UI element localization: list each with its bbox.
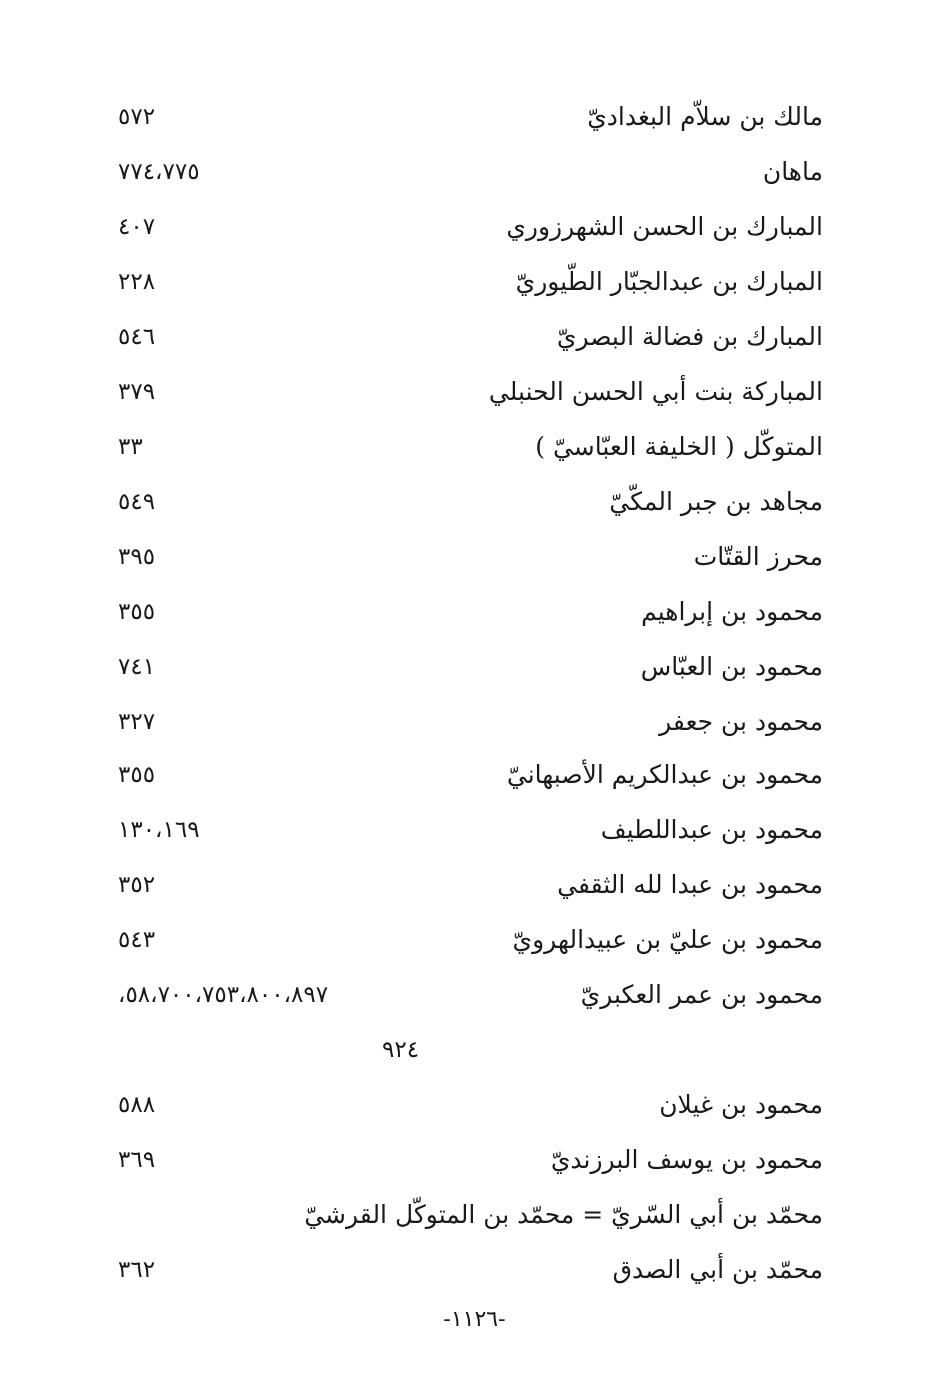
entry-pages: ٣٥٢ [118,872,156,898]
index-entry [0,1195,949,1235]
index-entry [0,152,949,192]
entry-pages: ٥٤٩ [118,489,156,515]
entry-pages: ٧٧٤،٧٧٥ [118,159,200,185]
entry-name: محمود بن عبدا لله الثقفي [557,870,823,899]
entry-pages: ٥٤٣ [118,927,156,953]
entry-name: المبارك بن فضالة البصريّ [556,322,823,351]
entry-pages: ٤٠٧ [118,214,156,240]
entry-name: محرز القتّات [693,542,823,571]
entry-pages: ٢٢٨ [118,269,156,295]
index-entry [0,865,949,905]
entry-name: المباركة بنت أبي الحسن الحنبلي [488,377,823,406]
entry-pages: ٣٩٥ [118,544,156,570]
index-entry [0,702,949,742]
entry-name: محمود بن عمر العكبريّ [580,980,823,1009]
index-entry [0,810,949,850]
entry-pages: ٣٥٥ [118,762,156,788]
entry-name: محمود بن إبراهيم [641,597,823,626]
index-entry [0,207,949,247]
entry-pages: ٣٥٥ [118,599,156,625]
index-entry [0,1085,949,1125]
entry-pages: ١٣٠،١٦٩ [118,817,200,843]
entry-name: مجاهد بن جبر المكّيّ [609,487,823,516]
entry-pages: ٣٣ [118,434,143,460]
entry-name: محمود بن غيلان [659,1090,823,1119]
entry-pages: ٥٧٢ [118,104,156,130]
entry-pages: ٣٧٩ [118,379,156,405]
entry-name: المتوكّل ( الخليفة العبّاسيّ ) [535,432,823,461]
index-entry [0,1140,949,1180]
index-entry [0,317,949,357]
entry-name: محمود بن جعفر [659,707,823,736]
entry-name: ماهان [762,157,823,186]
index-entry [0,647,949,687]
entry-pages: ٣٦٢ [118,1257,156,1283]
entry-pages: ٥٤٦ [118,324,156,350]
entry-name: محمود بن عبداللطيف [600,815,823,844]
index-entry [0,755,949,795]
index-entry [0,262,949,302]
index-entry [0,1250,949,1290]
entry-name: مالك بن سلاّم البغداديّ [587,102,823,131]
entry-pages-continuation: ٩٢٤ [382,1037,420,1063]
index-entry [0,427,949,467]
entry-pages: ٧٤١ [118,654,156,680]
entry-name: المبارك بن الحسن الشهرزوري [506,212,823,241]
entry-pages: ٥٨،٧٠٠،٧٥٣،٨٠٠،٨٩٧، [118,982,329,1008]
index-entry [0,97,949,137]
entry-name: محمود بن يوسف البرزنديّ [550,1145,823,1174]
entry-pages: ٣٦٩ [118,1147,156,1173]
index-entry [0,920,949,960]
entry-name: محمود بن عبدالكريم الأصبهانيّ [506,760,823,789]
entry-name: محمّد بن أبي الصدق [612,1255,823,1284]
index-entry [0,482,949,522]
entry-name: محمّد بن أبي السّريّ = محمّد بن المتوكّل القرشيّ [304,1200,823,1229]
entry-name: المبارك بن عبدالجبّار الطّيوريّ [515,267,823,296]
index-entry [0,975,949,1015]
entry-pages: ٥٨٨ [118,1092,156,1118]
entry-pages: ٣٢٧ [118,709,156,735]
index-entry [0,592,949,632]
index-entry [0,372,949,412]
page-number: -١١٢٦- [443,1307,506,1332]
index-entry [0,537,949,577]
entry-name: محمود بن عليّ بن عبيدالهرويّ [512,925,823,954]
entry-name: محمود بن العبّاس [640,652,823,681]
